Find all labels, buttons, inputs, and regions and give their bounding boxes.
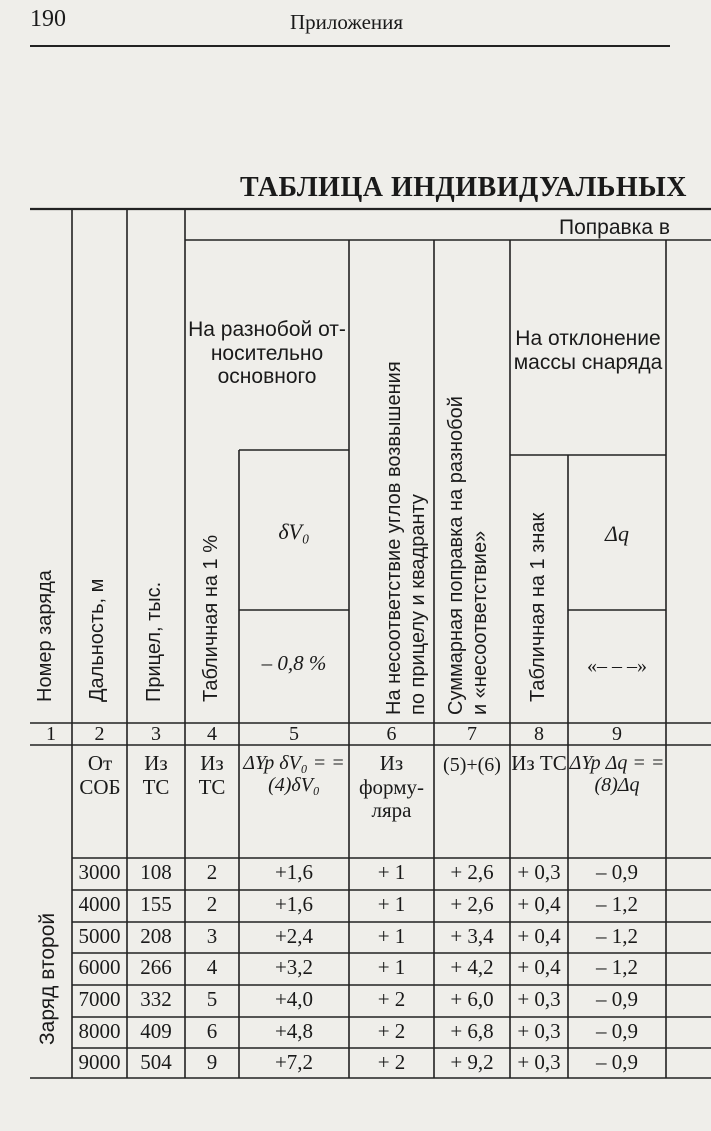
header-group-correction: Поправка в bbox=[559, 216, 670, 239]
table-title: ТАБЛИЦА ИНДИВИДУАЛЬНЫХ bbox=[240, 172, 687, 203]
source-col8: Из ТС bbox=[511, 751, 567, 775]
cell-sum7: + 6,0 bbox=[450, 987, 494, 1011]
cell-sight: 155 bbox=[140, 892, 172, 916]
cell-corr5: +3,2 bbox=[274, 955, 314, 979]
cell-sum7: + 3,4 bbox=[450, 924, 494, 948]
cell-corr6: + 1 bbox=[377, 860, 406, 884]
cell-tab1: 9 bbox=[206, 1050, 218, 1074]
cell-sum7: + 9,2 bbox=[450, 1050, 494, 1074]
column-number-9: 9 bbox=[612, 723, 622, 745]
header-col3-sight: Прицел, тыс. bbox=[143, 581, 165, 702]
cell-range: 7000 bbox=[78, 987, 121, 1011]
cell-sum7: + 2,6 bbox=[450, 892, 494, 916]
cell-corr9: – 0,9 bbox=[596, 987, 638, 1011]
cell-tab8: + 0,3 bbox=[517, 987, 561, 1011]
cell-tab8: + 0,4 bbox=[517, 892, 561, 916]
cell-sum7: + 2,6 bbox=[450, 860, 494, 884]
header-col2-range: Дальность, м bbox=[86, 578, 108, 702]
cell-corr9: – 0,9 bbox=[596, 860, 638, 884]
cell-tab8: + 0,4 bbox=[517, 955, 561, 979]
page-number: 190 bbox=[30, 6, 66, 32]
cell-tab8: + 0,3 bbox=[517, 1050, 561, 1074]
cell-tab1: 4 bbox=[206, 955, 218, 979]
cell-corr6: + 1 bbox=[377, 955, 406, 979]
cell-range: 4000 bbox=[78, 892, 121, 916]
column-number-3: 3 bbox=[151, 723, 161, 745]
cell-corr5: +2,4 bbox=[274, 924, 314, 948]
source-col2: От СОБ bbox=[79, 751, 121, 799]
cell-tab1: 5 bbox=[206, 987, 218, 1011]
cell-corr6: + 1 bbox=[377, 892, 406, 916]
column-number-4: 4 bbox=[207, 723, 217, 745]
cell-tab1: 2 bbox=[206, 860, 218, 884]
header-col9-value: «– – –» bbox=[587, 655, 647, 677]
cell-sight: 409 bbox=[140, 1019, 172, 1043]
running-title: Приложения bbox=[290, 10, 404, 34]
cell-sum7: + 4,2 bbox=[450, 955, 494, 979]
cell-tab1: 3 bbox=[206, 924, 218, 948]
cell-corr6: + 1 bbox=[377, 924, 406, 948]
cell-tab1: 6 bbox=[206, 1019, 218, 1043]
header-col4-tabular: Табличная на 1 % bbox=[200, 534, 222, 702]
header-group-mass: На отклонение массы снаряда bbox=[513, 327, 663, 374]
header-col8-tabular-sign: Табличная на 1 знак bbox=[527, 512, 549, 702]
source-col7: (5)+(6) bbox=[443, 754, 501, 776]
column-number-8: 8 bbox=[534, 723, 544, 745]
cell-tab8: + 0,4 bbox=[517, 924, 561, 948]
cell-range: 9000 bbox=[78, 1050, 121, 1074]
header-group-raznobo: На разнобой от-носительно основного bbox=[188, 318, 346, 389]
cell-corr9: – 1,2 bbox=[596, 924, 638, 948]
column-number-7: 7 bbox=[467, 723, 477, 745]
header-col6-mismatch: На несоответствие углов возвышения по прицелу и квадранту bbox=[383, 361, 429, 715]
source-col6: Из форму-ляра bbox=[358, 751, 425, 823]
cell-sight: 504 bbox=[140, 1050, 172, 1074]
header-col9-dq: Δq bbox=[605, 521, 629, 546]
cell-corr5: +1,6 bbox=[274, 860, 314, 884]
source-col5: ΔYp δV₀ = = (4)δV₀ bbox=[243, 752, 345, 797]
header-col7-total: Суммарная поправка на разнобой и «несоответствие» bbox=[445, 396, 491, 715]
header-col5-value: – 0,8 % bbox=[261, 651, 327, 675]
charge-label: Заряд второй bbox=[36, 912, 59, 1045]
cell-corr5: +4,0 bbox=[274, 987, 314, 1011]
cell-sight: 332 bbox=[140, 987, 172, 1011]
cell-tab1: 2 bbox=[206, 892, 218, 916]
cell-corr6: + 2 bbox=[377, 1050, 406, 1074]
cell-corr9: – 1,2 bbox=[596, 892, 638, 916]
column-number-6: 6 bbox=[386, 723, 397, 745]
cell-tab8: + 0,3 bbox=[517, 860, 561, 884]
column-number-5: 5 bbox=[289, 723, 299, 745]
cell-corr6: + 2 bbox=[377, 987, 406, 1011]
cell-range: 6000 bbox=[78, 955, 121, 979]
cell-sum7: + 6,8 bbox=[450, 1019, 494, 1043]
cell-corr5: +1,6 bbox=[274, 892, 314, 916]
header-col1-charge-number: Номер заряда bbox=[34, 570, 56, 702]
cell-sight: 266 bbox=[140, 955, 172, 979]
cell-sight: 108 bbox=[140, 860, 172, 884]
cell-range: 3000 bbox=[78, 860, 121, 884]
header-col5-dv0: δV₀ bbox=[278, 519, 310, 544]
cell-corr5: +7,2 bbox=[274, 1050, 314, 1074]
cell-sight: 208 bbox=[140, 924, 172, 948]
cell-range: 5000 bbox=[78, 924, 121, 948]
cell-corr6: + 2 bbox=[377, 1019, 406, 1043]
column-number-2: 2 bbox=[94, 723, 105, 745]
source-col4: Из ТС bbox=[198, 751, 226, 799]
cell-corr9: – 0,9 bbox=[596, 1019, 638, 1043]
source-col9: ΔYp Δq = = (8)Δq bbox=[569, 752, 665, 797]
cell-corr9: – 0,9 bbox=[596, 1050, 638, 1074]
cell-corr9: – 1,2 bbox=[596, 955, 638, 979]
cell-corr5: +4,8 bbox=[274, 1019, 314, 1043]
cell-tab8: + 0,3 bbox=[517, 1019, 561, 1043]
source-col3: Из ТС bbox=[142, 751, 170, 799]
column-number-1: 1 bbox=[46, 723, 56, 745]
cell-range: 8000 bbox=[78, 1019, 121, 1043]
